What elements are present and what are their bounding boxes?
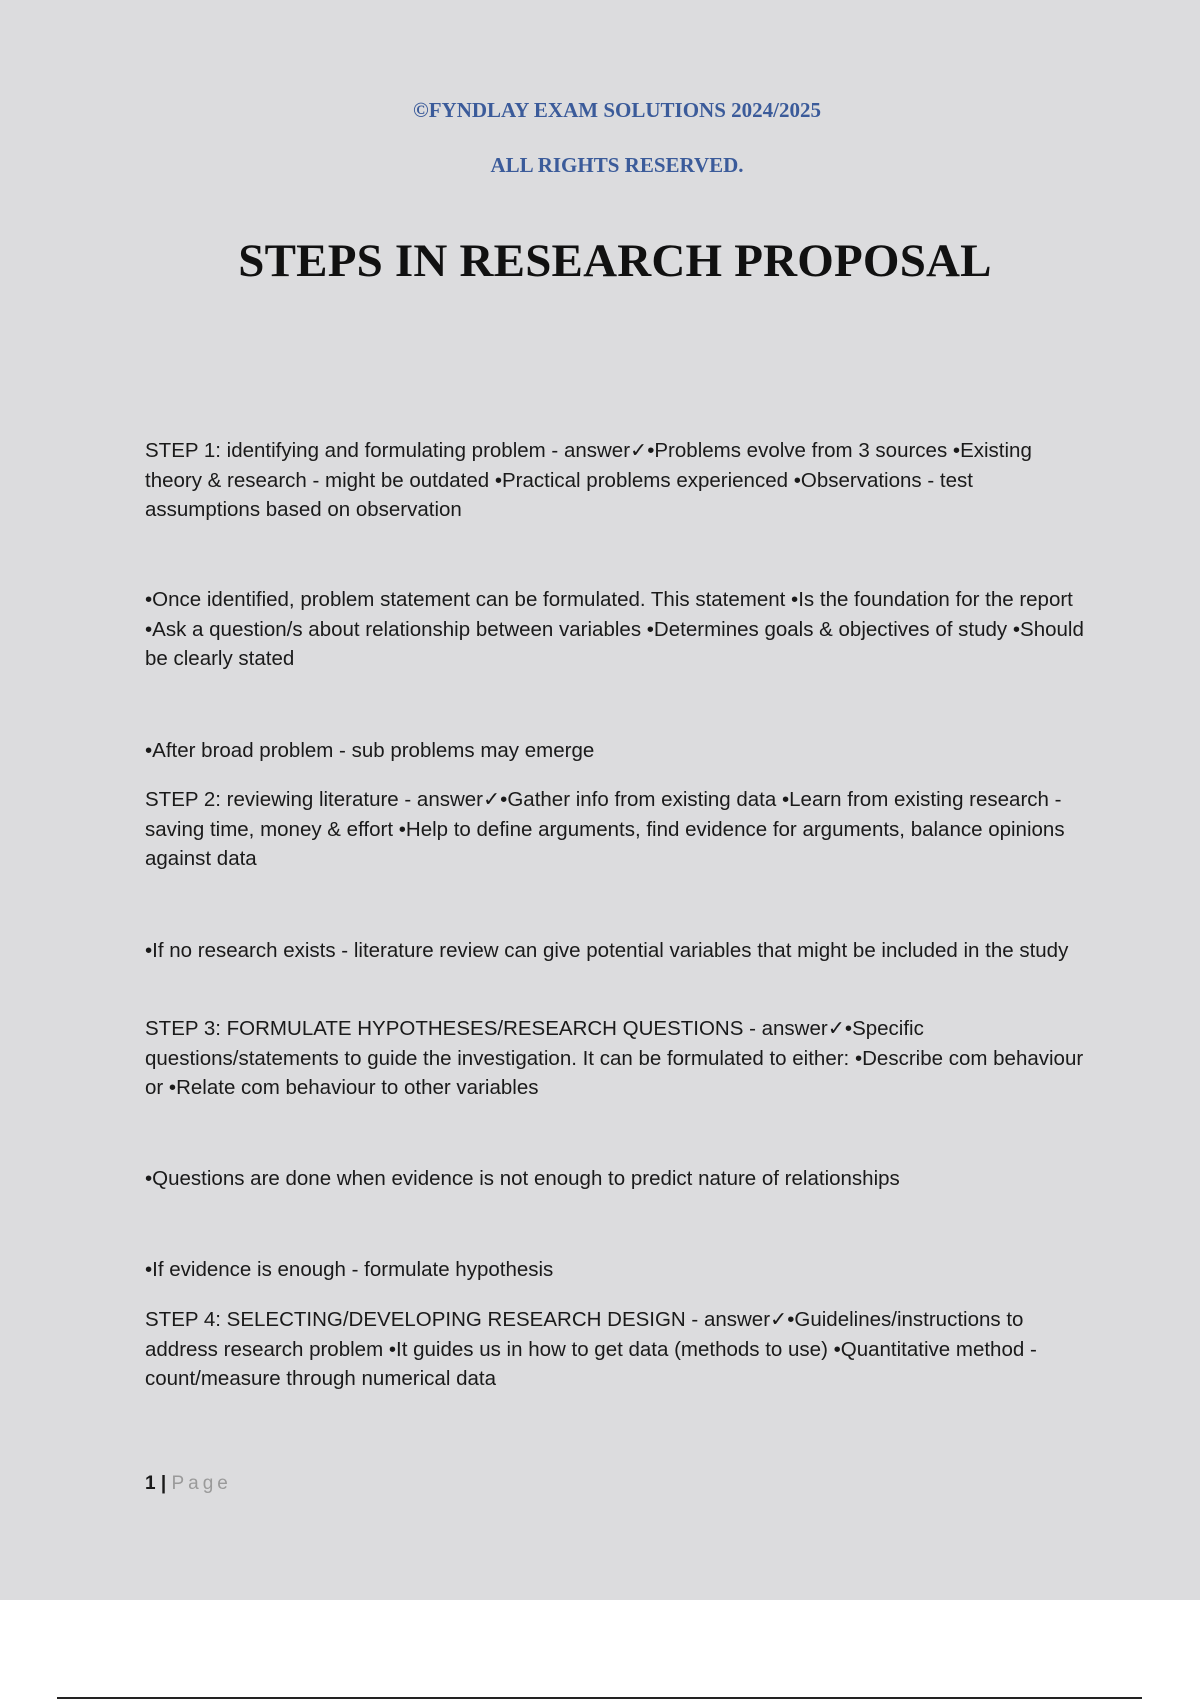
paragraph-step-1: STEP 1: identifying and formulating problem - answer✓•Problems evolve from 3 sources •Existing theory & research - might be outdated •Practical problems experienced •Observations - test assumptions based on observation [145, 439, 1032, 521]
paragraph-problem-statement: •Once identified, problem statement can be formulated. This statement •Is the foundation for the report •Ask a question/s about relationship between variables •Determines goals & objectives of study •Should be clearly stated [145, 588, 1084, 670]
page-number-footer [145, 1473, 232, 1495]
paragraph-step-2: STEP 2: reviewing literature - answer✓•Gather info from existing data •Learn from existing research -saving time, money & effort •Help to define arguments, find evidence for arguments, balance opinions against data [145, 788, 1065, 870]
paragraph-step-4: STEP 4: SELECTING/DEVELOPING RESEARCH DESIGN - answer✓•Guidelines/instructions to address research problem •It guides us in how to get data (methods to use) •Quantitative method -count/measure through numerical data [145, 1308, 1037, 1390]
page-number: 1 [145, 1473, 156, 1494]
paragraph-questions: •Questions are done when evidence is not enough to predict nature of relationships [145, 1167, 900, 1190]
copyright-header: ©FYNDLAY EXAM SOLUTIONS 2024/2025 [413, 98, 821, 122]
document-title: STEPS IN RESEARCH PROPOSAL [238, 235, 992, 287]
paragraph-hypothesis: •If evidence is enough - formulate hypothesis [145, 1258, 554, 1281]
page-separator: | [160, 1473, 167, 1494]
bottom-divider [57, 1697, 1142, 1699]
page-word: Page [171, 1473, 232, 1494]
paragraph-step-3: STEP 3: FORMULATE HYPOTHESES/RESEARCH QUESTIONS - answer✓•Specific questions/statements to guide the investigation. It can be formulated to either: •Describe com behaviour or •Relate com behaviour to other variables [145, 1017, 1084, 1099]
rights-reserved-header: ALL RIGHTS RESERVED. [490, 153, 744, 177]
paragraph-sub-problems: •After broad problem - sub problems may emerge [145, 739, 595, 762]
paragraph-no-research: •If no research exists - literature review can give potential variables that might be included in the study [145, 939, 1069, 962]
